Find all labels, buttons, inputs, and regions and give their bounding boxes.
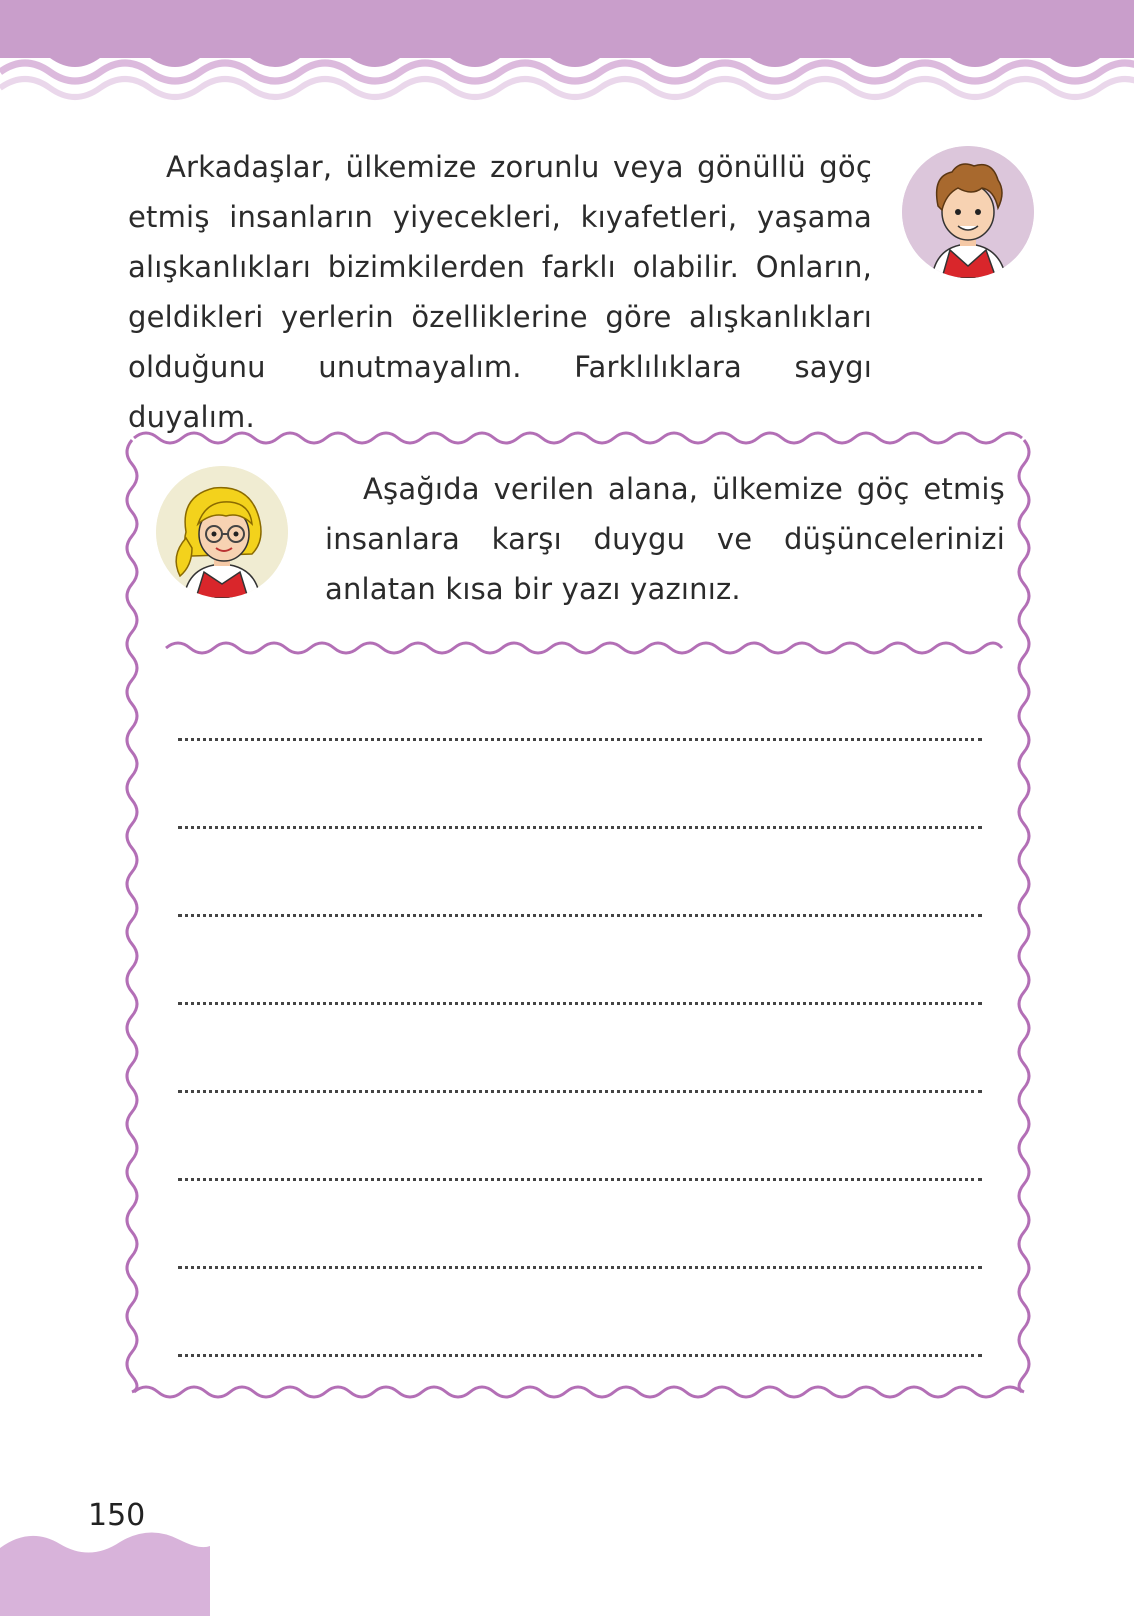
answer-line-8[interactable] [178,1354,982,1357]
answer-line-2[interactable] [178,826,982,829]
answer-line-1[interactable] [178,738,982,741]
header-wave-band [0,0,1134,110]
answer-line-4[interactable] [178,1002,982,1005]
intro-paragraph: Arkadaşlar, ülkemize zorunlu veya gönüllü göç etmiş insanların yiyecekleri, kıyafetleri, yaşama alışkanlıkları bizimkilerden farklı olabilir. Onların, geldikleri yerlerin özelliklerine göre alışkanlıkları olduğunu unutmayalım. Farklılıklara saygı duyalım. [128,150,872,434]
answer-line-6[interactable] [178,1178,982,1181]
boy-avatar-icon [902,146,1034,278]
footer-wave-tab [0,1520,220,1620]
answer-line-3[interactable] [178,914,982,917]
answer-line-5[interactable] [178,1090,982,1093]
activity-instruction: Aşağıda verilen alana, ülkemize göç etmiş insanlara karşı duygu ve düşüncelerinizi anlatan kısa bir yazı yazınız. [325,472,1005,606]
answer-line-7[interactable] [178,1266,982,1269]
page-number: 150 [88,1498,146,1533]
girl-avatar-icon [156,466,288,598]
